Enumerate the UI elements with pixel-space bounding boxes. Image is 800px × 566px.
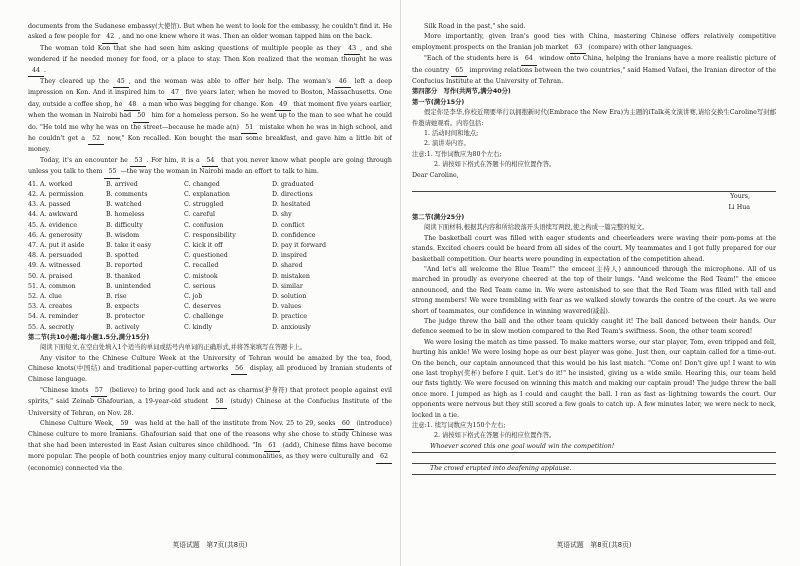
options-grid [28,180,392,333]
option-45-D[interactable]: D. conflict [272,221,305,229]
option-44-D[interactable]: D. shy [272,211,292,219]
part-title: 第四部分 写作(共两节,满分40分) [412,88,511,96]
option-50-A[interactable]: 50. A. praised [28,272,73,280]
story-paragraph: "And let's all welcome the Blue Team!" the emcee(主持人) announced through the microphone. All of us marched in proudly as everyone cheered at the top of their lungs. "And welcome the Red Team!" the emcee announced, and the Red Team came in. We were astonished to see that the Red Team was filled with tall and strong members! We were trembling with fear as we walked slowly towards the centre of the court. As we were short of teammates, our confidence in winning wavered(减弱). [412,265,776,315]
blank-62[interactable]: 62 [376,452,392,463]
blank-53[interactable]: 53 [130,156,146,167]
story-paragraph: The basketball court was filled with eager students and cheerleaders were waving their pom-poms at the stands. Excited cheers could be heard from all sides of the court. My teammates and I got fully prepared for our basketball competition. Our hearts were pounding in expectation of the competition ahead. [412,234,776,263]
option-51-B[interactable]: B. unintended [106,282,151,290]
page-8 [412,0,776,566]
option-51-D[interactable]: D. similar [272,282,303,290]
blank-64[interactable]: 64 [521,54,537,65]
page-footer: 英语试题 第7页(共8页) [172,540,248,549]
page-footer: 英语试题 第8页(共8页) [556,540,632,549]
note: 2. 请按如下格式在答题卡的相应位置作答。 [434,432,556,440]
story-paragraph: We were losing the match as time passed. To make matters worse, our star player, Tom, even tripped and fell, hurting his ankle! We were losing hope as our best player was gone. Just then, our captain called for a time-out. On the bench, our captain announced that this would be his last match. "Come on! Don't give up! I want to win one last trophy(奖杯) before I quit. Let's do it!" he insisted, giving us a wide smile. Hearing this, our team held our fists tightly. We were focused on winning this match and making our captain proud! The judge threw the ball once more. I jumped as high as I could and caught the ball. I ran as fast as lightning towards the court. Our opponents were nervous but they still scored a few goals to catch up. A few minutes later, we were neck to neck, locked in a tie. [412,338,776,419]
option-48-C[interactable]: C. questioned [184,252,228,260]
passage-paragraph: Any visitor to the Chinese Culture Week at the University of Tehran would be amazed by the tea, food, Chinese knots(中国结) and traditional paper-cutting artworks 56 display, all produced by Iranian students of Chinese language. [28,354,392,384]
option-46-A[interactable]: 46. A. generosity [28,231,83,239]
writing-line[interactable] [412,181,776,192]
blank-45[interactable]: 45 [113,77,129,88]
blank-59[interactable]: 59 [116,419,132,430]
option-46-B[interactable]: B. wisdom [106,231,140,239]
section-instruction: 阅读下面短文,在空白处填入1个适当的单词或括号内单词的正确形式,并将答案填写在答题卡上。 [40,344,307,352]
blank-58[interactable]: 58 [211,397,227,408]
option-45-A[interactable]: 45. A. evidence [28,221,77,229]
point-item: 1. 活动时间和地点; [424,130,479,138]
section-title: 第一节(满分15分) [412,98,465,106]
section-title: 第二节(共10小题;每小题1.5分,满分15分) [28,333,150,341]
blank-51[interactable]: 51 [241,123,257,134]
option-44-B[interactable]: B. homeless [106,211,145,219]
option-50-D[interactable]: D. mistaken [272,272,310,280]
option-49-C[interactable]: C. recalled [184,262,219,270]
option-54-C[interactable]: C. challenge [184,313,224,321]
option-42-A[interactable]: 42. A. permission [28,190,84,198]
page-7 [28,0,392,566]
option-41-A[interactable]: 41. A. worked [28,180,73,188]
continuation-start-2[interactable]: The crowd erupted into deafening applause. [412,464,776,475]
option-50-B[interactable]: B. thanked [106,272,141,280]
passage-paragraph: The woman told Kon that she had seen him asking questions of multiple people as they 43 , and she wondered if he needed money for food, or a place to stay. Then Kon realized that the woman thought he was 44 . [28,44,392,77]
section-instruction: 假定你是李华,你校近期要举行以拥抱新时代(Embrace the New Era)为主题的iTalk英文演讲赛,请给交换生Caroline写封邮件邀请她观看。内容包括: [412,109,776,127]
blank-57[interactable]: 57 [91,386,107,397]
option-41-D[interactable]: D. graduated [272,180,314,188]
option-47-D[interactable]: D. pay it forward [272,241,327,249]
option-46-C[interactable]: C. responsibility [184,231,236,239]
note: 2. 请按如下格式在答题卡的相应位置作答。 [434,161,556,169]
blank-48[interactable]: 48 [124,100,140,111]
blank-50[interactable]: 50 [133,111,149,122]
option-42-B[interactable]: B. comments [106,190,148,198]
blank-42[interactable]: 42 [102,32,118,43]
option-52-B[interactable]: B. rise [106,292,127,300]
blank-49[interactable]: 49 [275,100,291,111]
option-55-A[interactable]: 55. A. secretly [28,323,74,331]
passage-paragraph: "Chinese knots 57 (believe) to bring good luck and act as charms(护身符) that protect people against evil spirits," said Zeinab Ghafourian, a 19-year-old student 58 (study) Chinese at the Confucius Institute of the University of Tehran, on Nov. 28. [28,386,392,417]
option-54-A[interactable]: 54. A. reminder [28,313,79,321]
option-42-C[interactable]: C. explanation [184,190,230,198]
option-44-C[interactable]: C. careful [184,211,216,219]
writing-line[interactable] [412,453,776,464]
option-52-C[interactable]: C. job [184,292,203,300]
blank-60[interactable]: 60 [338,419,354,430]
note: 注意:1. 续写词数应为150个左右; [412,422,506,430]
blank-56[interactable]: 56 [231,364,247,375]
note: 注意:1. 写作词数应为80个左右; [412,150,502,158]
option-51-A[interactable]: 51. A. common [28,282,76,290]
option-42-D[interactable]: D. directions [272,190,313,198]
option-49-A[interactable]: 49. A. witnessed [28,262,81,270]
passage-paragraph: Chinese Culture Week, 59 was held at the hall of the institute from Nov. 25 to 29, seeks 60 (introduce) Chinese culture to more Iranians. Ghafourian said that one of the reasons why she chose to study Chinese was that she had been interested in East Asian cultures since childhood. "In 61 (add), Chinese films have become more popular. The people of both countries enjoy many cultural commonalities, as they were culturally and 62 (economic) connected via the [28,419,392,472]
blank-46[interactable]: 46 [335,77,351,88]
option-50-C[interactable]: C. mistook [184,272,218,280]
option-46-D[interactable]: D. confidence [272,231,316,239]
blank-47[interactable]: 47 [167,88,183,99]
option-51-C[interactable]: C. serious [184,282,216,290]
option-49-B[interactable]: B. reported [106,262,143,270]
blank-63[interactable]: 63 [570,43,586,54]
blank-54[interactable]: 54 [202,156,218,167]
option-55-D[interactable]: D. anxiously [272,323,311,331]
section-instruction: 阅读下面材料,根据其内容和所给段落开头语续写两段,使之构成一篇完整的短文。 [424,224,649,232]
option-48-D[interactable]: D. inspired [272,252,307,260]
passage-paragraph: "Each of the students here is 64 window onto China, helping the Iranians have a more realistic picture of the country 65 improving relations between the two countries," said Hamed Vafaei, the Iranian director of the Confucius Institute at the University of Tehran. [412,55,776,86]
passage-paragraph: Silk Road in the past," she said. [424,23,526,30]
option-53-D[interactable]: D. values [272,303,302,311]
passage-paragraph: More importantly, given Iran's good ties with China, mastering Chinese offers relatively competitive employment prospects on the Iranian job market 63 (compare) with other languages. [412,32,776,54]
option-55-C[interactable]: C. kindly [184,323,213,331]
option-48-A[interactable]: 48. A. persuaded [28,252,83,260]
passage-paragraph: documents from the Sudanese embassy(大使馆). But when he went to look for the embassy, he couldn't find it. He asked a few people for 42 , and no one knew where it was. Then an older woman tapped him on the back. [28,22,392,44]
blank-65[interactable]: 65 [451,66,467,77]
blank-55[interactable]: 55 [104,167,120,178]
story-paragraph: The judge threw the ball and the other team quickly caught it! The ball danced between their hands. Our defence seemed to be in slow motion compared to the Red Team's swiftness. Soon, the other team scored! [412,317,776,336]
continuation-start-1[interactable]: Whoever scored this one goal would win the competition! [412,442,776,453]
blank-43[interactable]: 43 [344,44,360,55]
blank-61[interactable]: 61 [264,441,280,452]
passage-paragraph: They cleared up the 45 , and the woman was able to offer her help. The woman's 46 left a deep impression on Kon. And it inspired him to 47 five years later, when he moved to Boston, Massachusetts. One day, outside a coffee shop, he 48 a man who was begging for change. Kon 49 that moment five years earlier, when the woman in Nairobi had 50 him for a homeless person. So he went up to the man to see what he could do. "He told me why he was on the street—because he made a(n) 51 mistake when he was in high school, and he couldn't get a 52 now," Kon recalled. Kon bought the man some breakfast, and gave him a little bit of money. [28,78,392,154]
option-53-A[interactable]: 53. A. creates [28,303,73,311]
option-47-A[interactable]: 47. A. put it aside [28,241,85,249]
option-47-C[interactable]: C. kick it off [184,241,223,249]
option-45-C[interactable]: C. confusion [184,221,224,229]
option-41-B[interactable]: B. arrived [106,180,138,188]
option-47-B[interactable]: B. take it easy [106,241,152,249]
option-43-B[interactable]: B. watched [106,201,142,209]
letter-signature: Li Hua [728,203,750,211]
letter-salutation: Dear Caroline, [412,171,459,179]
option-44-A[interactable]: 44. A. awkward [28,211,78,219]
option-41-C[interactable]: C. changed [184,180,220,188]
blank-52[interactable]: 52 [88,134,104,145]
option-43-D[interactable]: D. hesitated [272,201,311,209]
passage-paragraph: Today, it's an encounter he 53 . For him, it is a 54 that you never know what people are going through unless you talk to them 55 —the way the woman in Nairobi made an effort to talk to him. [28,156,392,179]
option-55-B[interactable]: B. actively [106,323,140,331]
option-52-D[interactable]: D. solution [272,292,307,300]
section-title: 第二节(满分25分) [412,213,465,221]
point-item: 2. 演讲寿内容。 [424,140,470,148]
option-54-D[interactable]: D. practice [272,313,307,321]
option-49-D[interactable]: D. shared [272,262,303,270]
letter-closing: Yours, [730,193,750,201]
page-fold-divider [400,0,401,566]
option-52-A[interactable]: 52. A. clue [28,292,62,300]
blank-44[interactable]: 44 [28,66,44,77]
option-53-C[interactable]: C. deserves [184,303,221,311]
option-43-A[interactable]: 43. A. passed [28,201,71,209]
option-45-B[interactable]: B. difficulty [106,221,143,229]
option-43-C[interactable]: C. struggled [184,201,224,209]
option-48-B[interactable]: B. spotted [106,252,139,260]
option-54-B[interactable]: B. protector [106,313,145,321]
option-53-B[interactable]: B. expects [106,303,139,311]
